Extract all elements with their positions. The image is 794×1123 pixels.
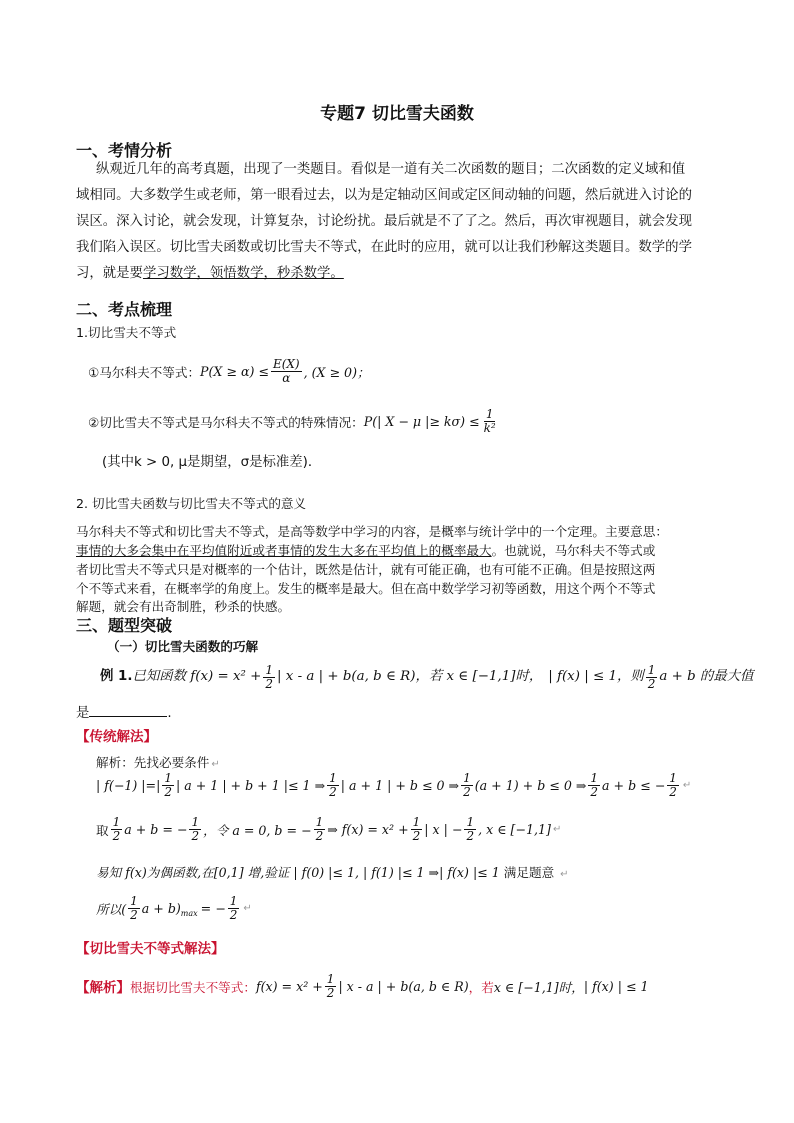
parameter-note: (其中k > 0, μ是期望，σ是标准差)． [102, 455, 322, 470]
section-heading-2: 二、考点梳理 [76, 300, 173, 319]
fraction-numerator: 1 [326, 972, 335, 986]
text-span: . [167, 706, 172, 721]
analysis-text: 根据切比雪夫不等式： [130, 979, 256, 995]
answer-line [76, 704, 172, 720]
analysis-tag: 【解析】 [76, 980, 130, 997]
fraction-half [325, 973, 337, 999]
fraction-numerator: E(X) [272, 357, 300, 371]
solution-line-1 [96, 772, 691, 798]
fraction-half [128, 895, 140, 921]
text-span: 是 [76, 706, 90, 721]
math-text: | f(−1) |=| [96, 777, 161, 793]
subheading: （一）切比雪夫函数的巧解 [107, 639, 259, 654]
analysis-text: ，若 [468, 979, 494, 995]
math-text: 易知 f(x)为偶函数,在[0,1] 增,验证 [96, 865, 290, 880]
math-text: f(x) = x² + [255, 978, 323, 994]
fraction-denominator: 2 [315, 828, 324, 843]
math-text: | f(x) | ≤ 1 [583, 978, 649, 994]
markov-lhs: P(X ≥ α) ≤ [200, 363, 269, 379]
markov-inequality [88, 358, 370, 384]
fraction-numerator: 1 [669, 771, 677, 785]
fraction-numerator: 1 [191, 815, 200, 829]
fraction-half [162, 772, 174, 798]
answer-blank[interactable] [89, 704, 167, 717]
fraction-denominator: 2 [265, 676, 274, 691]
fraction-numerator: 1 [412, 815, 421, 829]
paragraph-line: 纵观近几年的高考真题，出现了一类题目。看似是一道有关二次函数的题目；二次函数的定义域和值 [96, 162, 686, 177]
fraction-denominator: 2 [590, 784, 599, 799]
fraction-denominator: 2 [191, 828, 200, 843]
chebyshev-inequality [88, 408, 500, 434]
fraction-numerator: 1 [466, 815, 475, 829]
paragraph-line [76, 540, 655, 559]
fraction-numerator: 1 [130, 894, 138, 908]
subheading: 1.切比雪夫不等式 [76, 325, 177, 340]
fraction-numerator: 1 [164, 771, 172, 785]
fraction-numerator: 1 [647, 663, 656, 677]
fraction-denominator: 2 [463, 784, 471, 799]
math-text: 所以( [96, 901, 127, 917]
fraction-denominator: 2 [669, 784, 677, 799]
text-span: 满足题意 [503, 865, 555, 880]
traditional-method-tag: 【传统解法】 [76, 729, 157, 745]
paragraph-line: 个不等式来看，在概率学的角度上。发生的概率是最大。但在高中数学学习初等函数，用这个两个不等式 [76, 581, 656, 596]
math-text: | x - a | + b(a, b ∈ R)，若 x ∈ [−1,1]时， [277, 669, 543, 685]
math-text: ⇒ f(x) = x² + [327, 821, 409, 837]
fraction-half [327, 772, 339, 798]
fraction-numerator: 1 [590, 771, 599, 785]
fraction-half [228, 895, 240, 921]
solution-line-2 [96, 816, 561, 842]
fraction-denominator: 2 [412, 828, 421, 843]
example-1-statement [100, 664, 754, 690]
paragraph-mark: ↵ [560, 869, 569, 880]
fraction-half [461, 772, 473, 798]
fraction-half [411, 816, 423, 842]
fraction-half [111, 816, 123, 842]
paragraph-mark: ↵ [552, 823, 562, 835]
subheading: 2. 切比雪夫函数与切比雪夫不等式的意义 [76, 496, 307, 511]
text-span: 习，就是要 [76, 266, 143, 281]
fraction-numerator: 1 [485, 407, 494, 421]
math-text: | f(x) | ≤ 1，则 [548, 669, 644, 685]
paragraph-line: 者切比雪夫不等式只是对概率的一个估计，既然是估计，就有可能正确，也有可能不正确。但是按照这两 [76, 562, 656, 577]
paragraph-mark: ↵ [211, 759, 220, 770]
fraction-denominator: 2 [647, 676, 656, 691]
math-text: 已知函数 f(x) = x² + [132, 669, 262, 685]
chebyshev-lhs: P(| X − μ |≥ kσ) ≤ [363, 413, 480, 429]
chebyshev-fraction [482, 408, 498, 434]
fraction-numerator: 1 [265, 663, 274, 677]
solution-line-4 [96, 895, 252, 921]
fraction-half [646, 664, 658, 690]
text-span: 。也就说，马尔科夫不等式或 [491, 543, 656, 558]
markov-fraction [271, 358, 302, 384]
paragraph-line: 域相同。大多数学生或老师，第一眼看过去，以为是定轴动区间或定区间动轴的问题，然后就进入讨论的 [76, 188, 692, 203]
page-title: 专题7 切比雪夫函数 [320, 104, 474, 124]
math-text: | f(0) |≤ 1, | f(1) |≤ 1 ⇒| f(x) |≤ 1 [293, 865, 500, 880]
math-text: (a + 1) + b ≤ 0 ⇒ [474, 777, 587, 793]
fraction-denominator: k² [483, 420, 496, 435]
paragraph-line [76, 267, 344, 280]
fraction-half [189, 816, 201, 842]
solution-line-3 [96, 862, 569, 881]
math-text: a + b = − [124, 821, 188, 837]
markov-label: ①马尔科夫不等式： [88, 364, 201, 380]
fraction-denominator: 2 [466, 828, 475, 843]
math-text: x ∈ [−1,1]时， [493, 979, 584, 995]
underlined-text: 学习数学，领悟数学，秒杀数学。 [142, 266, 344, 281]
fraction-half [588, 772, 600, 798]
solution-intro [96, 752, 220, 771]
fraction-denominator: 2 [112, 828, 121, 843]
fraction-half [464, 816, 476, 842]
section-heading-3: 三、题型突破 [76, 616, 173, 635]
math-text: = − [200, 900, 226, 916]
math-text: a + b) [141, 900, 181, 916]
paragraph-mark: ↵ [682, 779, 692, 791]
math-text: | x | − [424, 821, 463, 837]
section-heading-1: 一、考情分析 [76, 141, 173, 160]
text-span: 解析：先找必要条件 [96, 755, 210, 770]
underlined-text: 事情的大多会集中在平均值附近或者事情的发生大多在平均值上的概率最大 [76, 543, 492, 558]
fraction-numerator: 1 [329, 771, 337, 785]
fraction-numerator: 1 [229, 894, 238, 908]
fraction-numerator: 1 [463, 771, 471, 785]
example-label: 例 1. [100, 669, 133, 685]
math-text: a + b 的最大值 [659, 669, 754, 685]
fraction-denominator: α [282, 370, 291, 385]
fraction-half [667, 772, 679, 798]
paragraph-line: 解题，就会有出奇制胜，秒杀的快感。 [76, 599, 291, 614]
math-text: | x - a | + b(a, b ∈ R) [338, 978, 469, 994]
subscript-max: max [180, 908, 198, 918]
paragraph-mark: ↵ [243, 902, 252, 914]
analysis-line [76, 973, 649, 999]
math-text: | a + 1 | + b ≤ 0 ⇒ [340, 777, 460, 793]
fraction-numerator: 1 [315, 815, 324, 829]
fraction-denominator: 2 [229, 907, 238, 922]
math-text: ，令 a = 0, b = − [203, 822, 312, 838]
math-text: , x ∈ [−1,1] [478, 821, 551, 837]
text-span: 取 [96, 822, 109, 838]
paragraph-line: 我们陷入误区。切比雪夫函数或切比雪夫不等式，在此时的应用，就可以让我们秒解这类题目。数学的学 [76, 240, 692, 255]
math-text: a + b ≤ − [602, 777, 666, 793]
markov-tail: , (X ≥ 0)； [303, 364, 370, 380]
fraction-denominator: 2 [326, 985, 335, 1000]
fraction-denominator: 2 [164, 784, 172, 799]
fraction-numerator: 1 [112, 815, 121, 829]
math-text: | a + 1 | + b + 1 |≤ 1 ⇒ [175, 777, 326, 793]
paragraph-line: 误区。深入讨论，就会发现，计算复杂，讨论纷扰。最后就是不了了之。然后，再次审视题目，就会发现 [76, 214, 692, 229]
fraction-half [263, 664, 275, 690]
chebyshev-method-tag: 【切比雪夫不等式解法】 [76, 941, 225, 957]
chebyshev-label: ②切比雪夫不等式是马尔科夫不等式的特殊情况： [88, 414, 364, 430]
fraction-half [314, 816, 326, 842]
fraction-denominator: 2 [130, 907, 138, 922]
fraction-denominator: 2 [329, 784, 337, 799]
paragraph-line: 马尔科夫不等式和切比雪夫不等式，是高等数学中学习的内容，是概率与统计学中的一个定理。主要意思： [76, 524, 668, 539]
